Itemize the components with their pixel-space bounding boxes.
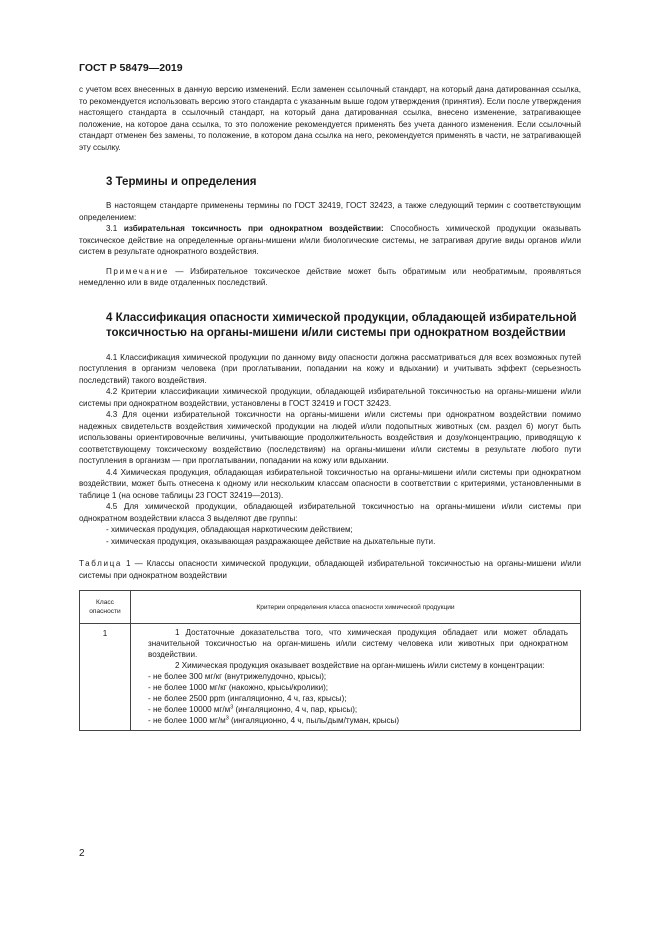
term-definition: Способность химической продукции оказывать токсическое действие на определенные органы-мишени и/или биологические системы, не затрагивая другие виды органов и/или систем в результате однократного воздействия. bbox=[79, 224, 582, 256]
note-text: — Избирательное токсическое действие может быть обратимым или необратимым, проявляться немедленно или в виде отдаленных последствий. bbox=[79, 266, 582, 287]
page-header-title: ГОСТ Р 58479—2019 bbox=[79, 62, 183, 74]
paragraph-4-2: 4.2 Критерии классификации химической продукции, обладающей избирательной токсичностью на органы-мишени и/или системы при однократном воздействии, установлены в ГОСТ 32419 и ГОСТ 32423. bbox=[79, 387, 581, 408]
criteria-paragraph-1: 1 Достаточные доказательства того, что химическая продукция обладает или может обладать значительной токсичностью на орган-мишень и/или систему человека или животных при однократном воздействии. bbox=[148, 628, 568, 659]
section-3-paragraph: В настоящем стандарте применены термины по ГОСТ 32419, ГОСТ 32423, а также следующий термин с соответствующим определением: bbox=[79, 201, 581, 222]
column-header-criteria: Критерии определения класса опасности химической продукции bbox=[131, 591, 581, 624]
criteria-list-item: - не более 300 мг/кг (внутрижелудочно, крысы); bbox=[148, 672, 327, 681]
note-label: Примечание bbox=[106, 266, 169, 276]
table-header-row bbox=[80, 591, 581, 624]
page-content bbox=[79, 84, 581, 731]
superscript: 3 bbox=[225, 715, 229, 722]
table-row bbox=[80, 624, 581, 731]
section-4-heading: 4 Классификация опасности химической продукции, обладающей избирательной токсичностью на органы-мишени и/или системы при однократном воздействии bbox=[106, 311, 577, 339]
criteria-list-item bbox=[148, 704, 568, 715]
superscript: 3 bbox=[230, 704, 234, 711]
list-text: (ингаляционно, 4 ч, пыль/дым/туман, крысы) bbox=[228, 716, 400, 725]
page-number: 2 bbox=[79, 848, 85, 859]
paragraph-4-5: 4.5 Для химической продукции, обладающей избирательной токсичностью на органы-мишени и/или системы при однократном воздействии класса 3 выделяют две группы: bbox=[79, 502, 581, 523]
term-number: 3.1 bbox=[106, 224, 118, 233]
criteria-list-item: - не более 2500 ppm (ингаляционно, 4 ч, газ, крысы); bbox=[148, 694, 347, 703]
section-3-note bbox=[79, 266, 581, 289]
table-caption-label: Таблица bbox=[79, 559, 122, 568]
paragraph-4-1: 4.1 Классификация химической продукции по данному виду опасности должна рассматриваться для всех возможных путей поступления в организм человека (при проглатывании, попадании на кожу и вдыхании) и учитывать эффект (серьезность последствий) такого воздействия. bbox=[79, 352, 581, 385]
column-header-class: Класс опасности bbox=[80, 591, 131, 624]
criteria-list-item bbox=[148, 715, 568, 726]
list-item-narcotic: - химическая продукция, обладающая наркотическим действием; bbox=[106, 525, 353, 534]
paragraph-4-3: 4.3 Для оценки избирательной токсичности на органы-мишени и/или системы при однократном воздействии помимо надежных свидетельств воздействия химической продукции на людей и/или подопытных животных (см. раздел 6) могут быть использованы ориентировочные величины, учитывающие продолжительность воздействия и дозу/концентрацию, приводящую к соответствующему токсическому воздействию (последствиям) на органы-мишени и/или системы в результате любого пути поступления в организм — при проглатывании, попадании на кожу или вдыхании. bbox=[79, 410, 581, 465]
table-caption-text: 1 — Классы опасности химической продукции, обладающей избирательной токсичностью на органы-мишени и/или системы при однократном воздействии bbox=[79, 559, 581, 580]
section-3-heading: 3 Термины и определения bbox=[106, 176, 257, 188]
paragraph-4-4: 4.4 Химическая продукция, обладающая избирательной токсичностью на органы-мишени и/или системы при однократном воздействии, может быть отнесена к одному или нескольким классам опасности в соответствии с критериями, установленными в таблице 1 (на основе таблицы 23 ГОСТ 32419—2013). bbox=[79, 467, 581, 500]
hazard-class-table bbox=[79, 590, 581, 731]
table-caption bbox=[79, 558, 581, 581]
list-text: - не более 10000 мг/м bbox=[148, 705, 231, 714]
list-text: - не более 1000 мг/м bbox=[148, 716, 226, 725]
intro-paragraph: с учетом всех внесенных в данную версию изменений. Если заменен ссылочный стандарт, на который дана датированная ссылка, то рекомендуется использовать версию этого стандарта с указанным выше годом утверждения (принятия). Если после утверждения настоящего стандарта в ссылочный стандарт, на который дана датированная ссылка, внесено изменение, затрагивающее положение, на которое дана ссылка, то это положение рекомендуется применять без учета данного изменения. Если ссылочный стандарт отменен без замены, то положение, в котором дана ссылка на него, рекомендуется применять в части, не затрагивающей эту ссылку. bbox=[79, 85, 581, 152]
list-text: (ингаляционно, 4 ч, пар, крысы); bbox=[233, 705, 358, 714]
criteria-list-item: - не более 1000 мг/кг (накожно, крысы/кролики); bbox=[148, 683, 329, 692]
term-3-1 bbox=[79, 223, 581, 258]
cell-criteria bbox=[131, 624, 581, 731]
cell-class: 1 bbox=[80, 624, 131, 731]
list-item-irritant: - химическая продукция, оказывающая раздражающее действие на дыхательные пути. bbox=[106, 536, 436, 546]
criteria-paragraph-2: 2 Химическая продукция оказывает воздействие на орган-мишень и/или систему в концентрации: bbox=[175, 661, 545, 670]
term-name: избирательная токсичность при однократном воздействии: bbox=[123, 224, 384, 233]
